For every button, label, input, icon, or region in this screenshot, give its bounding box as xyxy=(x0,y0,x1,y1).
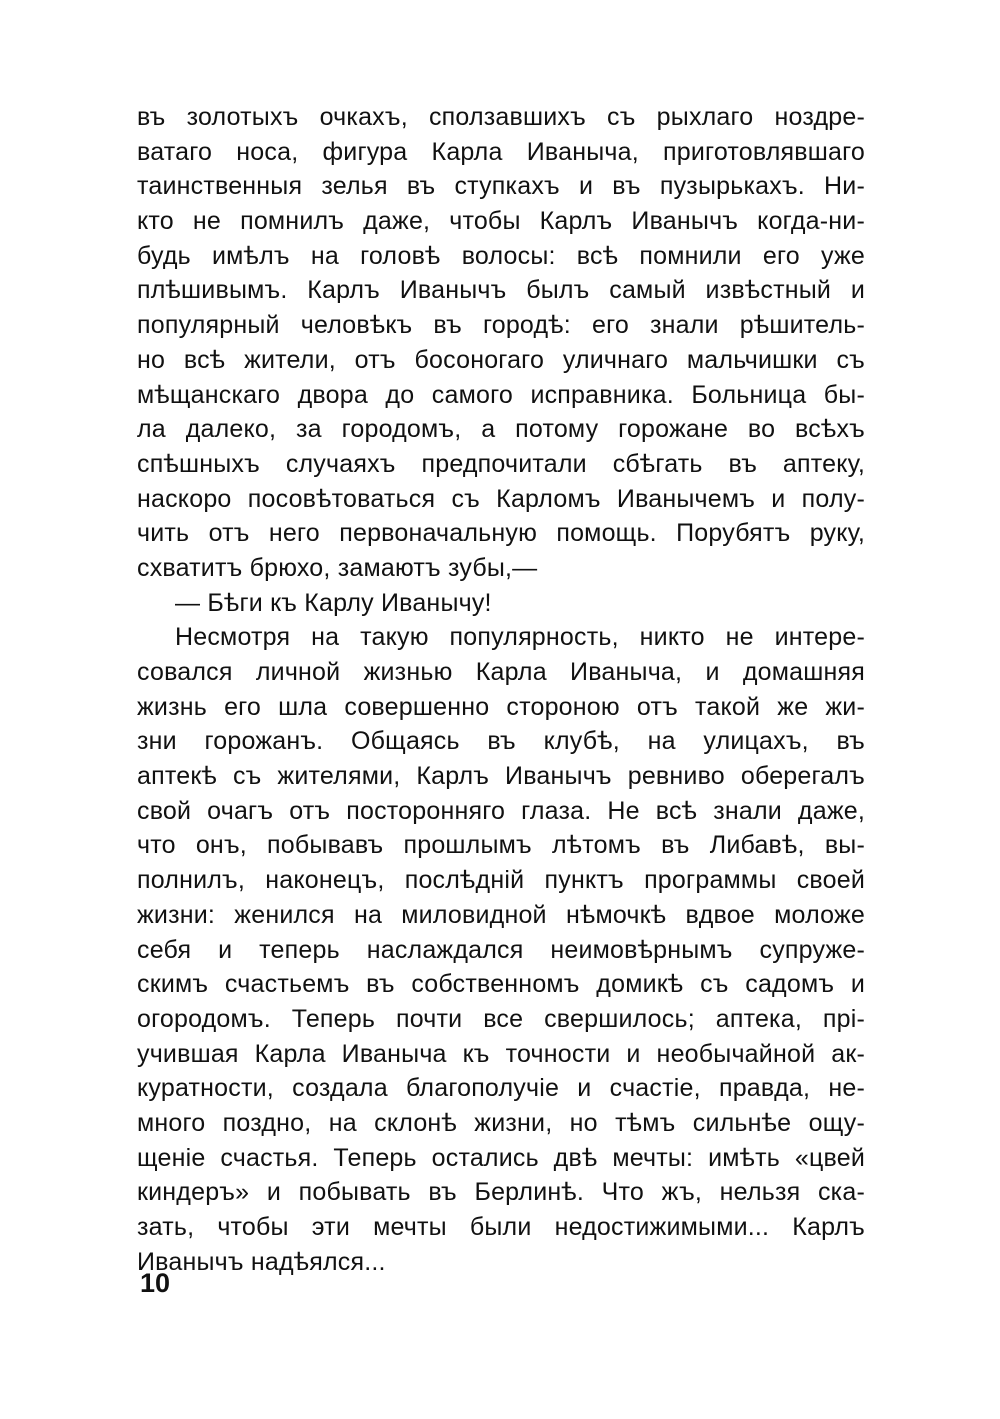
text-line: популярный человѣкъ въ городѣ: его знали рѣшитель- xyxy=(137,311,865,340)
text-line: жизнь его шла совершенно стороною отъ такой же жи- xyxy=(137,692,865,721)
text-line: свой очагъ отъ посторонняго глаза. Не всѣ знали даже, xyxy=(137,796,865,825)
text-line: учившая Карла Иваныча къ точности и необычайной ак- xyxy=(137,1039,865,1068)
text-line: скимъ счастьемъ въ собственномъ домикѣ съ садомъ и xyxy=(137,970,865,999)
body-text xyxy=(137,100,865,1279)
text-line: но всѣ жители, отъ босоногаго уличнаго мальчишки съ xyxy=(137,345,865,374)
text-line: что онъ, побывавъ прошлымъ лѣтомъ въ Либавѣ, вы- xyxy=(137,831,865,860)
text-line: куратности, создала благополучiе и счастiе, правда, не- xyxy=(137,1074,865,1103)
text-line: зать, чтобы эти мечты были недостижимыми... Карлъ xyxy=(137,1213,865,1241)
text-line: въ золотыхъ очкахъ, сползавшихъ съ рыхлаго ноздре- xyxy=(137,103,865,131)
text-line: щенiе счастья. Теперь остались двѣ мечты: имѣть «цвей xyxy=(137,1143,865,1172)
text-line: мѣщанскаго двора до самого исправника. Больница бы- xyxy=(137,380,865,409)
text-line: схватитъ брюхо, замаютъ зубы,— xyxy=(137,553,538,582)
page-number: 10 xyxy=(140,1268,171,1298)
text-line: кто не помнилъ даже, чтобы Карлъ Иванычъ когда-ни- xyxy=(137,207,865,236)
text-line: будь имѣлъ на головѣ волосы: всѣ помнили его уже xyxy=(137,241,865,270)
text-line: Иванычъ надѣялся... xyxy=(137,1247,386,1276)
text-line: чить отъ него первоначальную помощь. Порубятъ руку, xyxy=(137,519,865,548)
text-line: жизни: женился на миловидной нѣмочкѣ вдвое моложе xyxy=(137,900,865,929)
text-line: полнилъ, наконецъ, послѣднiй пунктъ программы своей xyxy=(137,866,865,895)
text-line: много поздно, на склонѣ жизни, но тѣмъ сильнѣе ощу- xyxy=(137,1108,865,1137)
text-line: огородомъ. Теперь почти все свершилось; аптека, прi- xyxy=(137,1004,865,1033)
text-line: плѣшивымъ. Карлъ Иванычъ былъ самый извѣстный и xyxy=(137,276,865,305)
text-line: спѣшныхъ случаяхъ предпочитали сбѣгать въ аптеку, xyxy=(137,449,865,478)
text-line: аптекѣ съ жителями, Карлъ Иванычъ ревниво оберегалъ xyxy=(137,762,865,791)
text-line: ватаго носа, фигура Карла Иваныча, приготовлявшаго xyxy=(137,137,865,166)
text-line: ла далеко, за городомъ, а потому горожане во всѣхъ xyxy=(137,415,865,444)
text-line: себя и теперь наслаждался неимовѣрнымъ супруже- xyxy=(137,935,865,964)
text-line: зни горожанъ. Общаясь въ клубѣ, на улицахъ, въ xyxy=(137,727,865,756)
text-line: киндеръ» и побывать въ Берлинѣ. Что жъ, нельзя ска- xyxy=(137,1178,865,1207)
text-line: совался личной жизнью Карла Иваныча, и домашняя xyxy=(137,658,865,686)
dialogue-line: — Бѣги къ Карлу Иванычу! xyxy=(175,588,492,617)
text-line: таинственныя зелья въ ступкахъ и въ пузырькахъ. Ни- xyxy=(137,172,865,201)
paragraph-start-line: Несмотря на такую популярность, никто не интере- xyxy=(175,623,865,652)
text-line: наскоро посовѣтоваться съ Карломъ Иванычемъ и полу- xyxy=(137,484,865,513)
